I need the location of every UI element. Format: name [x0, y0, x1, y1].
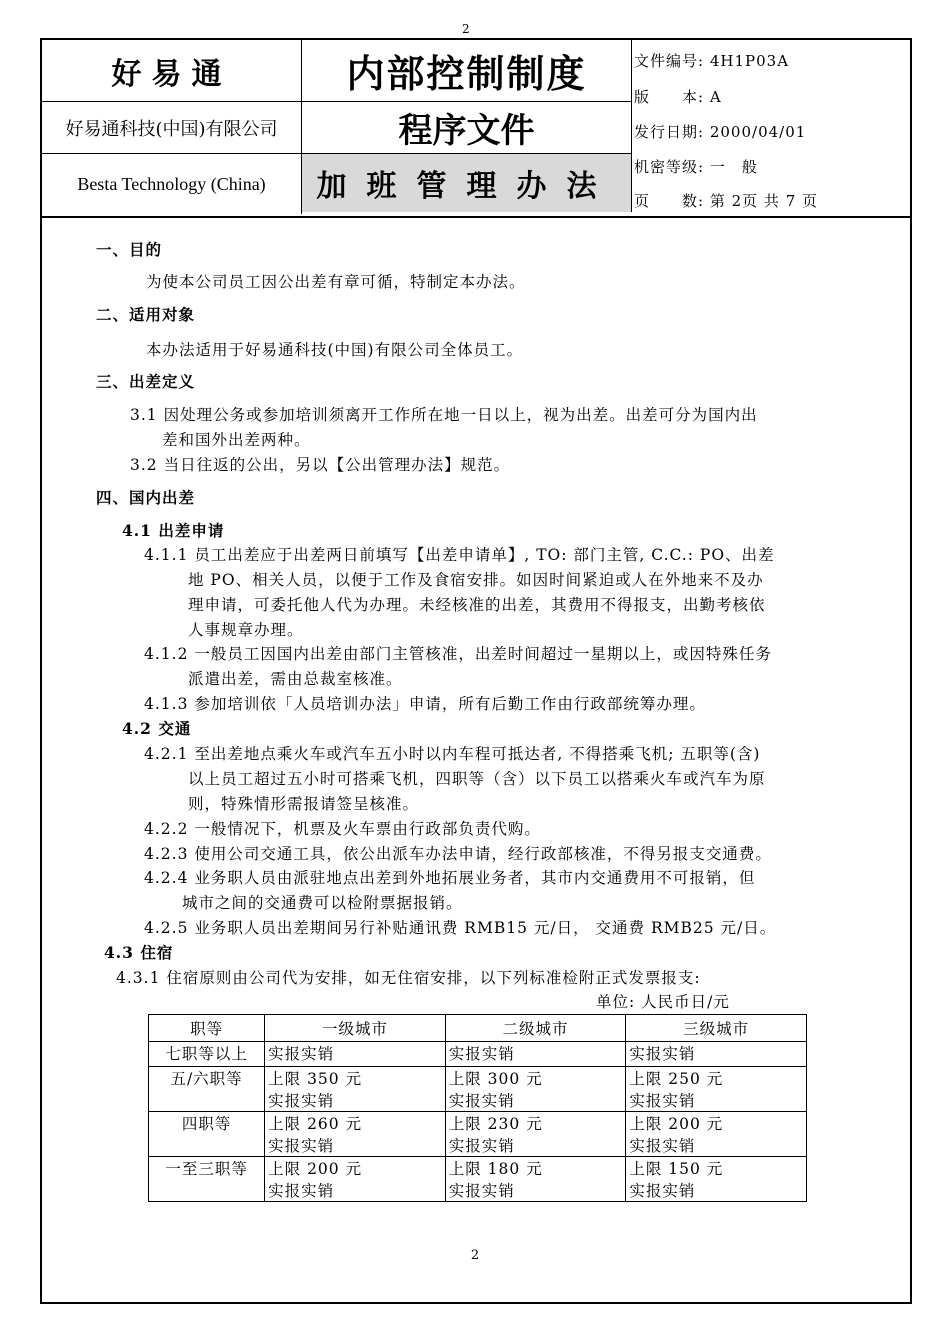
meta-doc-number: 文件编号: 4H1P03A — [634, 52, 790, 70]
table-cell-rank: 一至三职等 — [149, 1157, 265, 1202]
table-cell-rank: 五/六职等 — [149, 1067, 265, 1112]
section-definition-title: 三、出差定义 — [96, 372, 196, 391]
doc-category: 程序文件 — [302, 102, 632, 154]
table-cell: 实报实销 — [445, 1042, 626, 1067]
page-number: 2 — [470, 1248, 480, 1263]
clause-4-1-3: 4.1.3 参加培训依「人员培训办法」申请，所有后勤工作由行政部统筹办理。 — [144, 695, 706, 713]
clause-4-2-1-line3: 则，特殊情形需报请签呈核准。 — [188, 795, 420, 813]
header-rule — [42, 216, 912, 218]
section-purpose-title: 一、目的 — [96, 240, 163, 259]
meta-version: 版 本: A — [634, 88, 722, 106]
clause-4-3-1: 4.3.1 住宿原则由公司代为安排，如无住宿安排，以下列标准检附正式发票报支: — [116, 969, 701, 987]
table-cell: 上限 200 元 实报实销 — [265, 1157, 446, 1202]
clause-4-1-1-line1: 4.1.1 员工出差应于出差两日前填写【出差申请单】, TO: 部门主管, C.C.: PO、出差 — [144, 546, 775, 564]
subsection-4-1-title: 4.1 出差申请 — [122, 521, 225, 540]
table-cell-rank: 七职等以上 — [149, 1042, 265, 1067]
clause-3-1-line2: 差和国外出差两种。 — [162, 431, 311, 449]
table-header: 一级城市 — [265, 1015, 446, 1042]
accommodation-table — [148, 1014, 807, 1202]
meta-pages: 页 数: 第 2页 共 7 页 — [634, 192, 819, 210]
section-domestic-title: 四、国内出差 — [96, 488, 196, 507]
meta-issue-date: 发行日期: 2000/04/01 — [634, 123, 807, 141]
clause-4-2-2: 4.2.2 一般情况下，机票及火车票由行政部负责代购。 — [144, 820, 541, 838]
table-cell: 上限 250 元 实报实销 — [626, 1067, 807, 1112]
subsection-4-3-title: 4.3 住宿 — [104, 943, 174, 962]
table-cell: 实报实销 — [626, 1042, 807, 1067]
table-row — [149, 1157, 807, 1202]
doc-type: 内部控制制度 — [302, 40, 632, 102]
clause-3-2: 3.2 当日往返的公出，另以【公出管理办法】规范。 — [130, 456, 511, 474]
table-cell: 上限 150 元 实报实销 — [626, 1157, 807, 1202]
clause-4-1-2-line2: 派遣出差，需由总裁室核准。 — [188, 670, 403, 688]
table-cell: 实报实销 — [265, 1042, 446, 1067]
clause-4-2-5: 4.2.5 业务职人员出差期间另行补贴通讯费 RMB15 元/日， 交通费 RMB25 元/日。 — [144, 919, 777, 937]
company-name: 好易通 — [42, 40, 302, 102]
table-row — [149, 1112, 807, 1157]
clause-4-1-1-line3: 理申请，可委托他人代为办理。未经核准的出差，其费用不得报支，出勤考核依 — [188, 596, 766, 614]
subsection-4-2-title: 4.2 交通 — [122, 719, 192, 738]
table-header: 二级城市 — [445, 1015, 626, 1042]
clause-4-1-1-line2: 地 PO、相关人员，以便于工作及食宿安排。如因时间紧迫或人在外地来不及办 — [188, 571, 764, 589]
section-purpose-text: 为使本公司员工因公出差有章可循，特制定本办法。 — [146, 273, 526, 291]
table-cell: 上限 300 元 实报实销 — [445, 1067, 626, 1112]
table-header: 职等 — [149, 1015, 265, 1042]
table-unit: 单位: 人民币日/元 — [596, 993, 730, 1011]
clause-4-1-1-line4: 人事规章办理。 — [188, 621, 304, 639]
table-row — [149, 1042, 807, 1067]
meta-confidentiality: 机密等级: 一 般 — [634, 158, 758, 176]
table-cell: 上限 260 元 实报实销 — [265, 1112, 446, 1157]
table-cell: 上限 180 元 实报实销 — [445, 1157, 626, 1202]
clause-4-2-4-line1: 4.2.4 业务职人员由派驻地点出差到外地拓展业务者，其市内交通费用不可报销，但 — [144, 869, 756, 887]
table-row — [149, 1067, 807, 1112]
header-page-mark: 2 — [462, 22, 470, 36]
clause-4-2-1-line1: 4.2.1 至出差地点乘火车或汽车五小时以内车程可抵达者, 不得搭乘飞机; 五职等(含) — [144, 745, 761, 763]
section-scope-text: 本办法适用于好易通科技(中国)有限公司全体员工。 — [146, 341, 524, 359]
clause-3-1-line1: 3.1 因处理公务或参加培训须离开工作所在地一日以上，视为出差。出差可分为国内出 — [130, 406, 758, 424]
company-name-cn: 好易通科技(中国)有限公司 — [42, 102, 302, 154]
table-header: 三级城市 — [626, 1015, 807, 1042]
clause-4-1-2-line1: 4.1.2 一般员工因国内出差由部门主管核准，出差时间超过一星期以上，或因特殊任务 — [144, 645, 772, 663]
clause-4-2-4-line2: 城市之间的交通费可以检附票据报销。 — [182, 894, 463, 912]
clause-4-2-1-line2: 以上员工超过五小时可搭乘飞机，四职等（含）以下员工以搭乘火车或汽车为原 — [188, 770, 766, 788]
table-cell: 上限 230 元 实报实销 — [445, 1112, 626, 1157]
table-header-row — [149, 1015, 807, 1042]
doc-title: 加班管理办法 — [302, 154, 632, 212]
clause-4-2-3: 4.2.3 使用公司交通工具，依公出派车办法申请，经行政部核准，不得另报支交通费。 — [144, 845, 772, 863]
table-cell-rank: 四职等 — [149, 1112, 265, 1157]
table-cell: 上限 200 元 实报实销 — [626, 1112, 807, 1157]
company-name-en: Besta Technology (China) — [42, 154, 302, 214]
section-scope-title: 二、适用对象 — [96, 305, 196, 324]
table-cell: 上限 350 元 实报实销 — [265, 1067, 446, 1112]
